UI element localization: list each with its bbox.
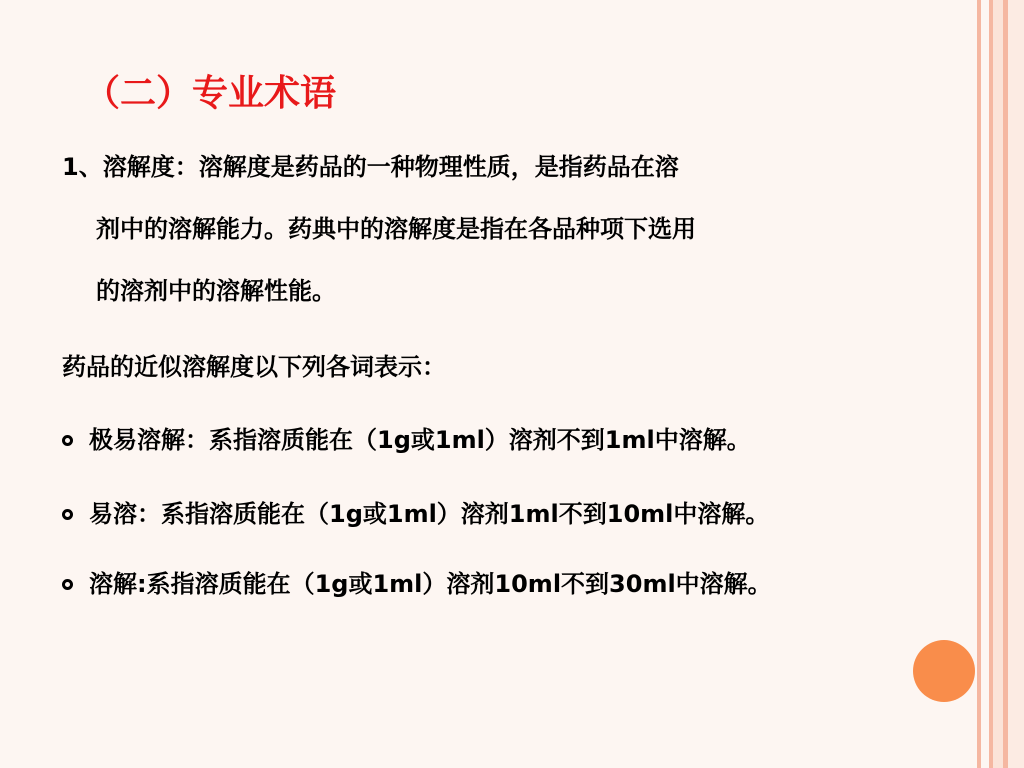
hollow-circle-bullet-icon (62, 509, 73, 520)
bullet-item (60, 496, 769, 532)
bullet-text: 极易溶解：系指溶质能在（1g或1ml）溶剂不到1ml中溶解。 (89, 426, 751, 454)
decorative-orange-circle (913, 640, 975, 702)
definition-line-1: 1、溶解度：溶解度是药品的一种物理性质，是指药品在溶 (62, 153, 679, 181)
hollow-circle-bullet-icon (62, 579, 73, 590)
bullet-text: 易溶：系指溶质能在（1g或1ml）溶剂1ml不到10ml中溶解。 (89, 500, 770, 528)
stripe (993, 0, 1003, 768)
slide-title: （二）专业术语 (84, 73, 337, 114)
definition-line-2: 剂中的溶解能力。药典中的溶解度是指在各品种项下选用 (96, 215, 696, 243)
bullet-item (60, 566, 772, 602)
stripe (1008, 0, 1024, 768)
stripe (981, 0, 989, 768)
definition-line-3: 的溶剂中的溶解性能。 (96, 277, 336, 305)
bullet-item (60, 422, 751, 458)
decorative-stripes (977, 0, 1024, 768)
hollow-circle-bullet-icon (62, 435, 73, 446)
intro-text: 药品的近似溶解度以下列各词表示： (62, 353, 446, 381)
bullet-text: 溶解:系指溶质能在（1g或1ml）溶剂10ml不到30ml中溶解。 (89, 570, 772, 598)
